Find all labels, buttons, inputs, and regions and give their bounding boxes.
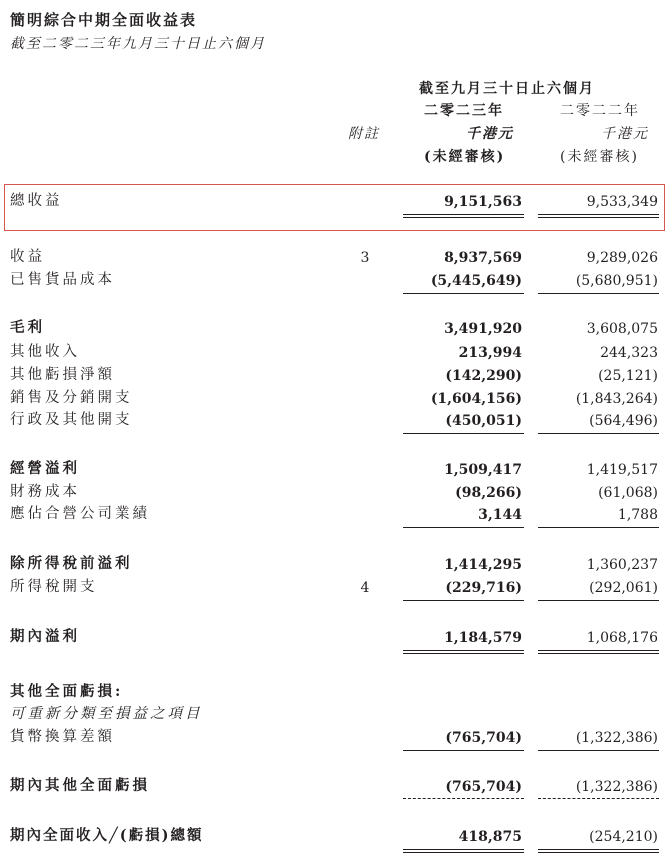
double-rule: [403, 849, 524, 853]
finance-costs-2023: (98,266): [455, 485, 522, 501]
total-comprehensive-2023: 418,875: [458, 829, 522, 845]
admin-expenses-2022: (564,496): [589, 413, 658, 429]
fx-difference-2023: (765,704): [445, 730, 522, 746]
year-2023-header: 二零二三年: [424, 103, 504, 119]
profit-for-period-2023: 1,184,579: [444, 630, 522, 646]
subtotal-rule: [538, 600, 659, 601]
subtotal-rule: [538, 433, 659, 434]
audit-2023-header: (未經審核): [424, 149, 506, 165]
selling-expenses-2022: (1,843,264): [575, 391, 658, 407]
fx-difference-2022: (1,322,386): [575, 730, 658, 746]
cost-of-goods-2023: (5,445,649): [430, 273, 522, 289]
total-revenue-2023: 9,151,563: [444, 194, 522, 210]
subtotal-rule: [538, 527, 659, 528]
total-comprehensive-2022: (254,210): [589, 829, 658, 845]
income-tax-note: 4: [360, 580, 370, 596]
revenue-2023: 8,937,569: [444, 250, 522, 266]
income-tax-2022: (292,061): [589, 580, 658, 596]
gross-profit-label: 毛利: [10, 319, 45, 336]
subtotal-rule: [403, 750, 524, 751]
double-rule: [403, 214, 524, 218]
subtotal-rule: [538, 750, 659, 751]
audit-2022-header: (未經審核): [560, 149, 639, 165]
gross-profit-2023: 3,491,920: [444, 321, 522, 337]
year-2022-header: 二零二二年: [560, 103, 640, 119]
other-income-label: 其他收入: [10, 344, 80, 360]
dotted-rule: [403, 798, 524, 799]
profit-for-period-label: 期內溢利: [10, 628, 80, 645]
total-revenue-label: 總收益: [10, 193, 63, 209]
period-header: 截至九月三十日止六個月: [419, 81, 595, 97]
subtotal-rule: [403, 293, 524, 294]
currency-2022-header: 千港元: [601, 126, 649, 142]
double-rule: [538, 214, 659, 218]
other-losses-2023: (142,290): [445, 368, 522, 384]
oci-heading: 其他全面虧損:: [10, 683, 124, 700]
operating-profit-label: 經營溢利: [10, 460, 80, 477]
income-tax-2023: (229,716): [445, 580, 522, 596]
other-losses-2022: (25,121): [598, 368, 658, 384]
oci-for-period-2023: (765,704): [445, 779, 522, 795]
finance-costs-label: 財務成本: [10, 484, 80, 500]
profit-before-tax-2023: 1,414,295: [444, 557, 522, 573]
statement-subtitle: 截至二零二三年九月三十日止六個月: [10, 36, 266, 52]
double-rule: [403, 650, 524, 654]
other-income-2023: 213,994: [458, 345, 522, 361]
double-rule: [538, 849, 659, 853]
finance-costs-2022: (61,068): [598, 485, 658, 501]
other-income-2022: 244,323: [600, 345, 658, 361]
profit-before-tax-2022: 1,360,237: [586, 557, 658, 573]
selling-expenses-2023: (1,604,156): [430, 391, 522, 407]
oci-for-period-label: 期內其他全面虧損: [10, 777, 150, 794]
note-column-header: 附註: [348, 126, 380, 142]
revenue-2022: 9,289,026: [586, 250, 658, 266]
statement-title: 簡明綜合中期全面收益表: [10, 11, 198, 29]
subtotal-rule: [403, 433, 524, 434]
gross-profit-2022: 3,608,075: [586, 321, 658, 337]
jv-results-label: 應佔合營公司業績: [10, 506, 150, 522]
fx-difference-label: 貨幣換算差額: [10, 729, 115, 745]
operating-profit-2022: 1,419,517: [586, 462, 658, 478]
total-revenue-2022: 9,533,349: [586, 194, 658, 210]
revenue-label: 收益: [10, 249, 45, 265]
subtotal-rule: [403, 600, 524, 601]
jv-results-2023: 3,144: [478, 507, 522, 523]
double-rule: [538, 650, 659, 654]
other-losses-label: 其他虧損淨額: [10, 367, 115, 383]
profit-before-tax-label: 除所得稅前溢利: [10, 555, 133, 572]
cost-of-goods-label: 已售貨品成本: [10, 272, 115, 288]
profit-for-period-2022: 1,068,176: [586, 630, 658, 646]
selling-expenses-label: 銷售及分銷開支: [10, 390, 133, 406]
income-tax-label: 所得稅開支: [10, 579, 98, 595]
subtotal-rule: [538, 293, 659, 294]
subtotal-rule: [403, 527, 524, 528]
dotted-rule: [538, 798, 659, 799]
admin-expenses-2023: (450,051): [445, 413, 522, 429]
total-comprehensive-label: 期內全面收入╱(虧損)總額: [10, 827, 204, 844]
cost-of-goods-2022: (5,680,951): [575, 273, 658, 289]
oci-subheading: 可重新分類至損益之項目: [10, 706, 203, 722]
revenue-note: 3: [360, 250, 370, 266]
oci-for-period-2022: (1,322,386): [575, 779, 658, 795]
currency-2023-header: 千港元: [466, 126, 514, 142]
jv-results-2022: 1,788: [617, 507, 658, 523]
admin-expenses-label: 行政及其他開支: [10, 412, 133, 428]
operating-profit-2023: 1,509,417: [444, 462, 522, 478]
